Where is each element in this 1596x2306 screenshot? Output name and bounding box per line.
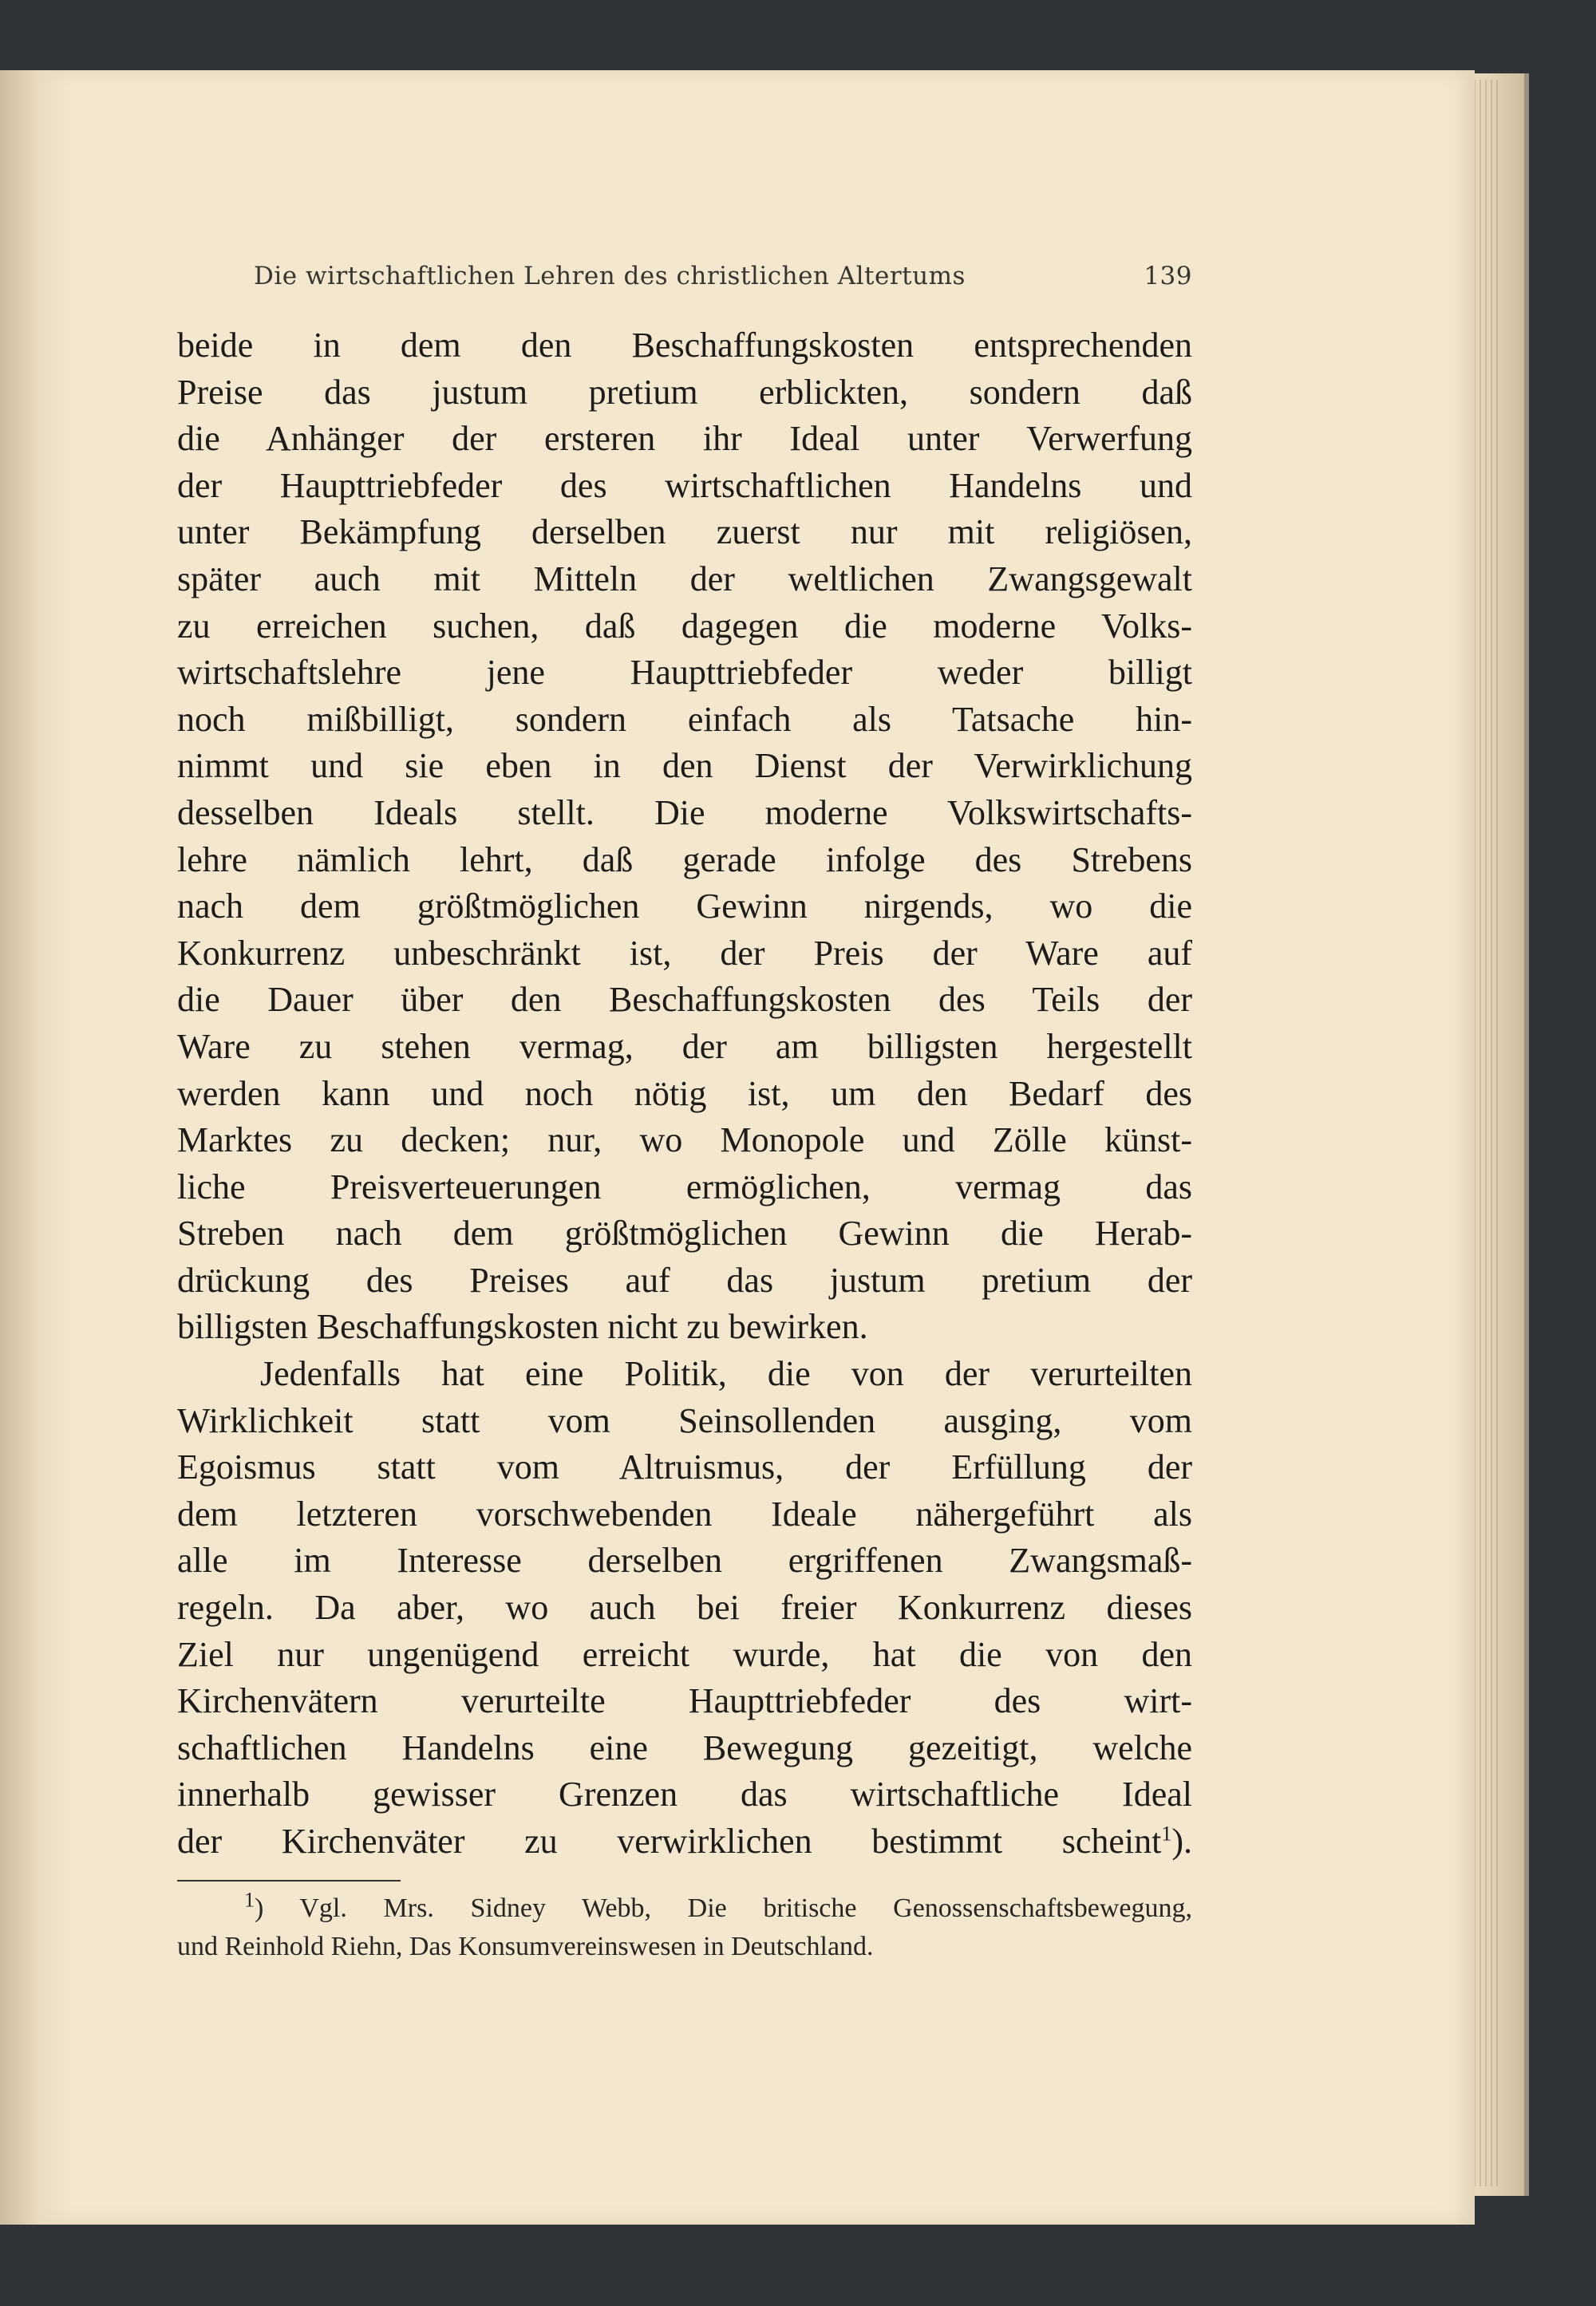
text-line: billigsten Beschaffungskosten nicht zu bewirken. <box>177 1307 868 1347</box>
text-line: Marktes zu decken; nur, wo Monopole und Zölle künst- <box>177 1120 1192 1160</box>
book-gutter <box>0 70 72 2225</box>
text-line: unter Bekämpfung derselben zuerst nur mit religiösen, <box>177 512 1192 552</box>
text-line: die Dauer über den Beschaffungskosten des Teils der <box>177 980 1192 1020</box>
text-line: lehre nämlich lehrt, daß gerade infolge des Strebens <box>177 839 1192 879</box>
text-line: Preise das justum pretium erblickten, sondern daß <box>177 372 1192 412</box>
text-line: drückung des Preises auf das justum pretium der <box>177 1260 1192 1300</box>
text-line: dem letzteren vorschwebenden Ideale nähergeführt als <box>177 1494 1192 1534</box>
footnote-line <box>177 1889 1192 1928</box>
text-line: Egoismus statt vom Altruismus, der Erfüllung der <box>177 1447 1192 1487</box>
text-line: Ware zu stehen vermag, der am billigsten hergestellt <box>177 1026 1192 1066</box>
text-line: regeln. Da aber, wo auch bei freier Konkurrenz dieses <box>177 1588 1192 1628</box>
text-line: schaftlichen Handelns eine Bewegung gezeitigt, welche <box>177 1728 1192 1767</box>
final-line-text: der Kirchenväter zu verwirklichen bestimmt scheint <box>177 1822 1162 1861</box>
text-line: Streben nach dem größtmöglichen Gewinn die Herab- <box>177 1214 1192 1254</box>
text-line: noch mißbilligt, sondern einfach als Tatsache hin- <box>177 699 1192 739</box>
running-title: Die wirtschaftlichen Lehren des christlichen Altertums <box>254 262 966 290</box>
text-line: der Haupttriebfeder des wirtschaftlichen Handelns und <box>177 465 1192 505</box>
text-line: Wirklichkeit statt vom Seinsollenden ausging, vom <box>177 1400 1192 1440</box>
text-line: innerhalb gewisser Grenzen das wirtschaftliche Ideal <box>177 1775 1192 1814</box>
text-line: desselben Ideals stellt. Die moderne Volkswirtschafts- <box>177 792 1192 832</box>
text-line: nimmt und sie eben in den Dienst der Verwirklichung <box>177 746 1192 786</box>
text-line: die Anhänger der ersteren ihr Ideal unter Verwerfung <box>177 419 1192 459</box>
footnote-text-1: ) Vgl. Mrs. Sidney Webb, Die britische Genossenschaftsbewegung, <box>255 1893 1192 1923</box>
final-punctuation: ). <box>1171 1822 1192 1861</box>
running-header <box>254 254 1192 298</box>
text-line: Kirchenvätern verurteilte Haupttriebfeder des wirt- <box>177 1681 1192 1721</box>
text-line: alle im Interesse derselben ergriffenen Zwangsmaß- <box>177 1541 1192 1581</box>
text-line: nach dem größtmöglichen Gewinn nirgends, wo die <box>177 886 1192 926</box>
text-line: werden kann und noch nötig ist, um den Bedarf des <box>177 1073 1192 1113</box>
text-line: später auch mit Mitteln der weltlichen Zwangsgewalt <box>177 559 1192 598</box>
body-text <box>177 322 1192 1866</box>
final-text-line <box>177 1818 1192 1866</box>
footnotes <box>177 1889 1192 1966</box>
text-line: wirtschaftslehre jene Haupttriebfeder weder billigt <box>177 653 1192 693</box>
text-line: Ziel nur ungenügend erreicht wurde, hat die von den <box>177 1634 1192 1674</box>
text-line: liche Preisverteuerungen ermöglichen, vermag das <box>177 1167 1192 1206</box>
footnote-reference: 1 <box>1161 1822 1172 1846</box>
text-line: beide in dem den Beschaffungskosten entsprechenden <box>177 326 1192 365</box>
page-number: 139 <box>1144 262 1192 290</box>
text-line: Konkurrenz unbeschränkt ist, der Preis der Ware auf <box>177 933 1192 973</box>
footnote-line: und Reinhold Riehn, Das Konsumvereinswesen in Deutschland. <box>177 1932 874 1961</box>
paragraph-start-line: Jedenfalls hat eine Politik, die von der verurteilten <box>260 1354 1192 1394</box>
footnote-divider <box>177 1880 401 1882</box>
footnote-marker: 1 <box>244 1888 255 1912</box>
text-line: zu erreichen suchen, daß dagegen die moderne Volks- <box>177 606 1192 646</box>
